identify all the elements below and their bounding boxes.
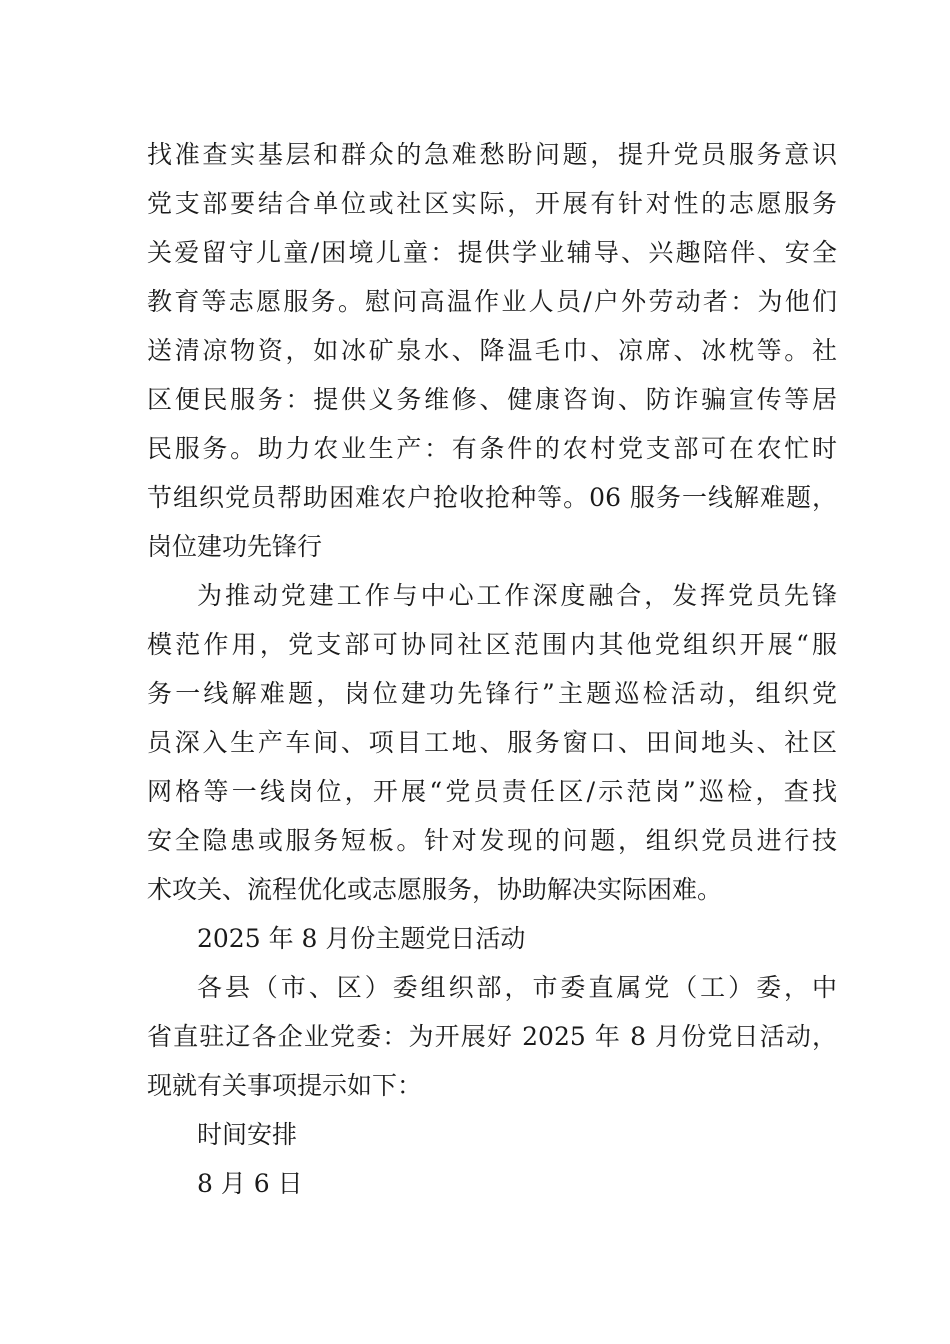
section-heading-august-activity: [147, 914, 837, 963]
paragraph-volunteer-service: [147, 130, 837, 571]
text-line: 教育等志愿服务。慰问高温作业人员/户外劳动者：为他们: [147, 287, 837, 316]
paragraph-frontline-inspection: [147, 571, 837, 914]
text-line: 模范作用，党支部可协同社区范围内其他党组织开展“服: [147, 630, 837, 659]
text-line: 安全隐患或服务短板。针对发现的问题，组织党员进行技: [147, 826, 837, 855]
text-line: 民服务。助力农业生产：有条件的农村党支部可在农忙时: [147, 434, 837, 463]
text-line: 员深入生产车间、项目工地、服务窗口、田间地头、社区: [147, 728, 837, 757]
document-body: [147, 130, 837, 1208]
schedule-date: [147, 1159, 837, 1208]
text-line: 网格等一线岗位，开展“党员责任区/示范岗”巡检，查找: [147, 777, 837, 806]
text-line: 省直驻辽各企业党委：为开展好 2025 年 8 月份党日活动，: [147, 1022, 837, 1051]
text-line: 岗位建功先锋行: [147, 532, 323, 561]
section-heading-schedule: [147, 1110, 837, 1159]
text-line: 送清凉物资，如冰矿泉水、降温毛巾、凉席、冰枕等。社: [147, 336, 837, 365]
paragraph-notice-recipients: [147, 963, 837, 1110]
text-line: 关爱留守儿童/困境儿童：提供学业辅导、兴趣陪伴、安全: [147, 238, 837, 267]
text-line: 党支部要结合单位或社区实际，开展有针对性的志愿服务: [147, 189, 837, 218]
text-line: 时间安排: [197, 1120, 298, 1149]
text-line: 为推动党建工作与中心工作深度融合，发挥党员先锋: [197, 581, 837, 610]
text-line: 各县（市、区）委组织部，市委直属党（工）委，中: [197, 973, 837, 1002]
text-line: 8 月 6 日: [197, 1169, 303, 1198]
text-line: 现就有关事项提示如下：: [147, 1071, 423, 1100]
text-line: 节组织党员帮助困难农户抢收抢种等。06 服务一线解难题，: [147, 483, 837, 512]
text-line: 找准查实基层和群众的急难愁盼问题，提升党员服务意识: [147, 140, 837, 169]
text-line: 区便民服务：提供义务维修、健康咨询、防诈骗宣传等居: [147, 385, 837, 414]
text-line: 术攻关、流程优化或志愿服务，协助解决实际困难。: [147, 875, 723, 904]
text-line: 务一线解难题，岗位建功先锋行”主题巡检活动，组织党: [147, 679, 837, 708]
text-line: 2025 年 8 月份主题党日活动: [197, 924, 526, 953]
